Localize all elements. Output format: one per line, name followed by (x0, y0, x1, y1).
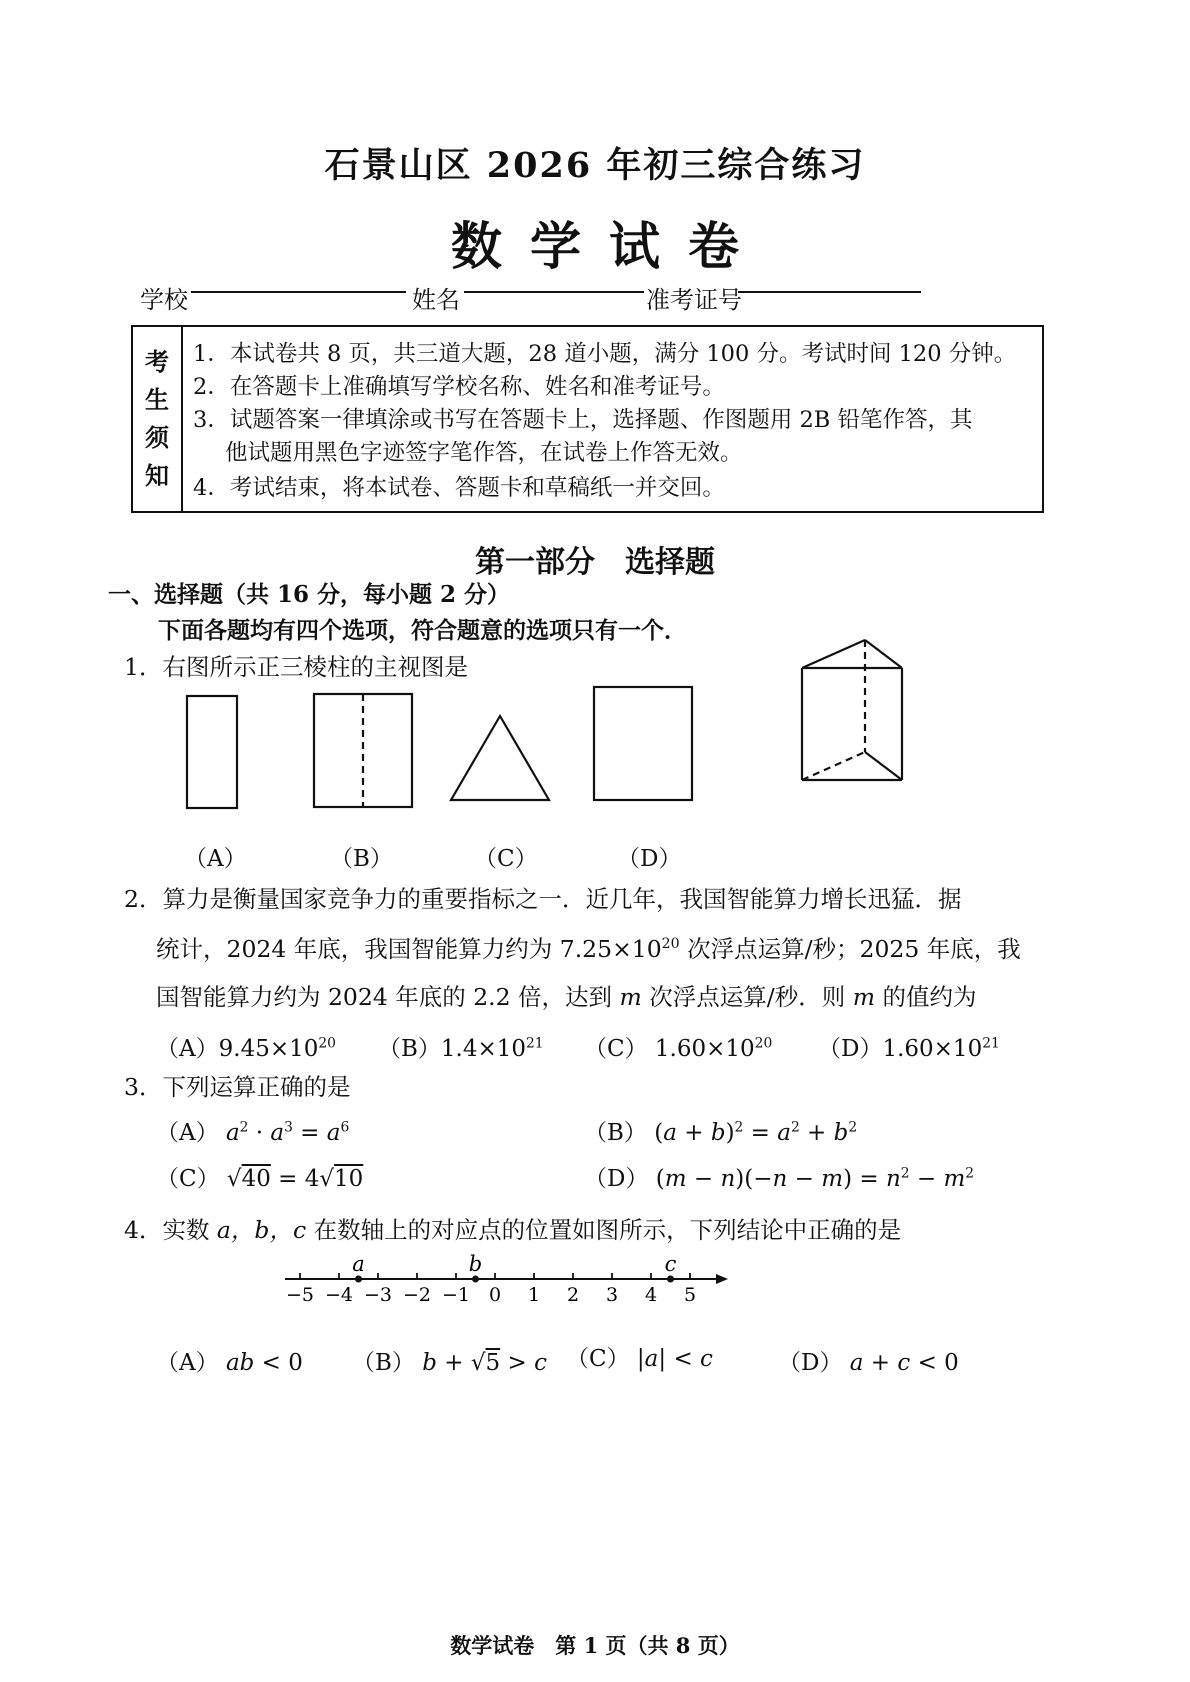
q3-stem: 3．下列运算正确的是 (124, 1073, 351, 1101)
exam-title: 石景山区 2026 年初三综合练习 (324, 145, 866, 186)
q4-option-d[interactable] (778, 1344, 959, 1377)
q4-text: 4．实数 (124, 1216, 217, 1244)
number-line-point-label: b (468, 1252, 483, 1276)
q2-text: 的值约为 (874, 983, 977, 1011)
number-line-tick-label: 4 (644, 1284, 658, 1306)
q4-formula-a: ab < 0 (225, 1350, 303, 1376)
number-line-point-b (472, 1276, 479, 1283)
section-instruction: 下面各题均有四个选项，符合题意的选项只有一个． (158, 617, 687, 644)
q2-text: 统计，2024 年底，我国智能算力约为 (156, 935, 560, 963)
q4-variables: a，b，c (216, 1216, 307, 1244)
option-label: （D） (778, 1350, 843, 1376)
number-line-tick-label: −2 (402, 1284, 432, 1306)
q3-formula-c: √40 = 4√10 (226, 1166, 364, 1192)
notice-line: 2．在答题卡上准确填写学校名称、姓名和准考证号。 (193, 374, 725, 400)
q2-variable: m (852, 983, 875, 1011)
number-line-tick-label: 1 (527, 1284, 541, 1306)
notice-label-char: 生 (145, 385, 169, 414)
option-label: （D） (818, 1036, 883, 1062)
number-line-point-label: c (664, 1252, 677, 1276)
number-line-tick-label: 2 (566, 1284, 580, 1306)
notice-label-char: 考 (145, 347, 169, 376)
q2-text: 次浮点运算/秒；2025 年底，我 (679, 935, 1021, 963)
option-value: 1.4×10 (440, 1036, 527, 1062)
q1-option-b[interactable]: （B） (330, 846, 393, 872)
q1-option-c[interactable]: （C） (474, 846, 538, 872)
number-line-tick-label: 0 (488, 1284, 502, 1306)
option-label: （D） (584, 1166, 649, 1192)
option-label: （B） (352, 1350, 415, 1376)
option-label: （C） (156, 1166, 220, 1192)
q2-text: 国智能算力约为 2024 年底的 2.2 倍，达到 (156, 983, 620, 1011)
option-label: （B） (584, 1120, 647, 1146)
q1-option-a[interactable]: （A） (184, 846, 247, 872)
number-line-arrow (716, 1274, 728, 1284)
q1-option-d[interactable]: （D） (617, 846, 682, 872)
section-heading: 一、选择题（共 16 分，每小题 2 分） (108, 581, 511, 608)
notice-line: 3．试题答案一律填涂或书写在答题卡上，选择题、作图题用 2B 铅笔作答，其 (193, 407, 973, 433)
notice-line: 1．本试卷共 8 页，共三道大题，28 道小题，满分 100 分。考试时间 120 分钟。 (193, 341, 1017, 367)
q4-formula-b: b + √5 > c (422, 1350, 547, 1376)
number-line-tick-label: −3 (363, 1284, 393, 1306)
option-label: （A） (156, 1350, 219, 1376)
q3-formula-a: $a^2 \cdot a^3 = a^6$ (225, 1119, 350, 1146)
q1-stem: 1．右图所示正三棱柱的主视图是 (124, 653, 468, 681)
option-exponent: 21 (982, 1035, 1000, 1052)
part-title: 第一部分 选择题 (475, 545, 715, 580)
q2-text: 次浮点运算/秒．则 (641, 983, 853, 1011)
option-value: 9.45×10 (218, 1036, 319, 1062)
page-footer: 数学试卷 第 1 页（共 8 页） (450, 1633, 740, 1658)
notice-label-char: 知 (145, 461, 169, 490)
q4-option-c[interactable] (566, 1340, 713, 1373)
notice-label-char: 须 (145, 423, 169, 452)
option-label: （C） (566, 1346, 630, 1372)
notice-line: 他试题用黑色字迹签字笔作答，在试卷上作答无效。 (225, 440, 743, 466)
option-value: 1.60×10 (647, 1036, 755, 1062)
option-label: （A） (156, 1036, 219, 1062)
number-line-point-label: a (352, 1252, 365, 1276)
school-label: 学校 (140, 286, 188, 314)
q4-text: 在数轴上的对应点的位置如图所示，下列结论中正确的是 (306, 1216, 902, 1244)
q2-exponent: 20 (661, 936, 680, 953)
q2-number: 7.25×10 (559, 935, 662, 963)
option-exponent: 20 (318, 1035, 336, 1052)
number-line-tick-label: −4 (324, 1284, 354, 1306)
option-value: 1.60×10 (882, 1036, 983, 1062)
notice-line: 4．考试结束，将本试卷、答题卡和草稿纸一并交回。 (193, 475, 725, 501)
q4-option-a[interactable] (156, 1344, 303, 1377)
number-line-tick-label: 3 (605, 1284, 619, 1306)
q2-variable: m (619, 983, 642, 1011)
option-label: （C） (584, 1036, 648, 1062)
number-line-tick-label: −1 (441, 1284, 471, 1306)
option-label: （B） (378, 1036, 441, 1062)
id-label: 准考证号 (646, 286, 742, 314)
number-line-point-a (355, 1276, 362, 1283)
q2-stem-line1: 2．算力是衡量国家竞争力的重要指标之一．近几年，我国智能算力增长迅猛．据 (124, 885, 962, 913)
number-line-tick-label: 5 (683, 1284, 697, 1306)
option-exponent: 20 (754, 1035, 773, 1052)
q4-formula-d: a + c < 0 (849, 1350, 959, 1376)
option-exponent: 21 (526, 1035, 544, 1052)
option-label: （A） (156, 1120, 219, 1146)
number-line-tick-label: −5 (285, 1284, 315, 1306)
q4-option-b[interactable] (352, 1344, 547, 1377)
q4-formula-c: |a| < c (636, 1346, 713, 1372)
exam-subtitle: 数学试卷 (450, 217, 767, 277)
number-line-point-c (667, 1276, 674, 1283)
q3-formula-b: $(a + b)^2 = a^2 + b^2$ (654, 1119, 858, 1146)
name-label: 姓名 (412, 286, 460, 314)
q3-formula-d: $(m - n)(-n - m) = n^2 - m^2$ (655, 1165, 975, 1192)
